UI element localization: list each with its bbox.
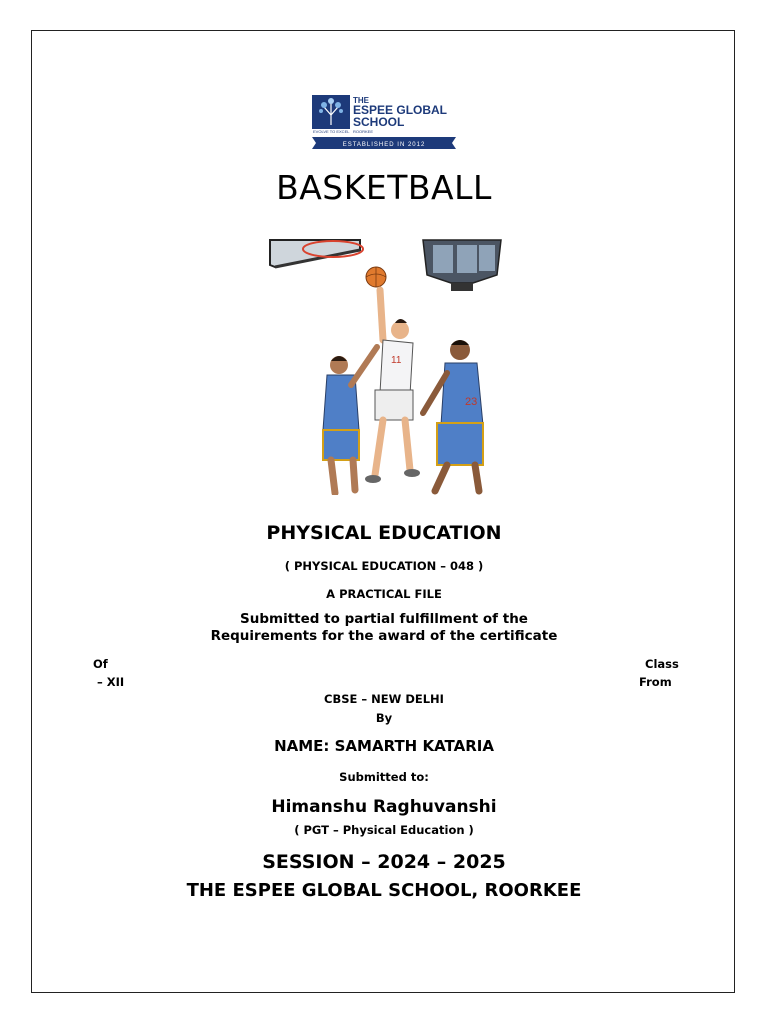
board-name: CBSE – NEW DELHI [324, 692, 444, 706]
basketball-hoop [270, 240, 363, 267]
svg-text:23: 23 [465, 396, 478, 408]
submission-statement-line1: Submitted to partial fulfillment of the [240, 611, 528, 627]
logo-line3: SCHOOL [353, 115, 405, 129]
document-title: BASKETBALL [276, 168, 492, 207]
logo-line1: THE [353, 96, 369, 105]
subject-code: ( PHYSICAL EDUCATION – 048 ) [284, 559, 484, 573]
player-blue-jersey-right [423, 340, 483, 491]
school-name: THE ESPEE GLOBAL SCHOOL, ROORKEE [186, 880, 582, 901]
school-logo [312, 95, 456, 149]
of-label: Of [93, 657, 108, 671]
by-label: By [375, 711, 393, 725]
student-name: NAME: SAMARTH KATARIA [274, 737, 494, 755]
class-label: Class [645, 657, 679, 671]
arena-scoreboard [423, 240, 501, 291]
player-white-jersey [365, 290, 420, 483]
logo-city: ROORKEE [353, 129, 374, 134]
session: SESSION – 2024 – 2025 [262, 851, 506, 873]
subject-heading: PHYSICAL EDUCATION [266, 522, 502, 544]
player-blue-jersey-left [323, 347, 377, 493]
submission-statement-line2: Requirements for the award of the certificate [210, 628, 558, 644]
class-value: – XII [97, 675, 125, 689]
basketball-players-illustration [265, 235, 505, 495]
from-label: From [639, 675, 672, 689]
teacher-name: Himanshu Raghuvanshi [271, 797, 497, 817]
logo-tagline: EVOLVE TO EXCEL [313, 129, 350, 134]
teacher-role: ( PGT – Physical Education ) [294, 823, 474, 837]
logo-line2: ESPEE GLOBAL [353, 103, 448, 117]
svg-text:11: 11 [391, 355, 402, 366]
submitted-to-label: Submitted to: [339, 770, 429, 784]
file-type: A PRACTICAL FILE [326, 587, 442, 601]
logo-banner: ESTABLISHED IN 2012 [342, 142, 426, 148]
